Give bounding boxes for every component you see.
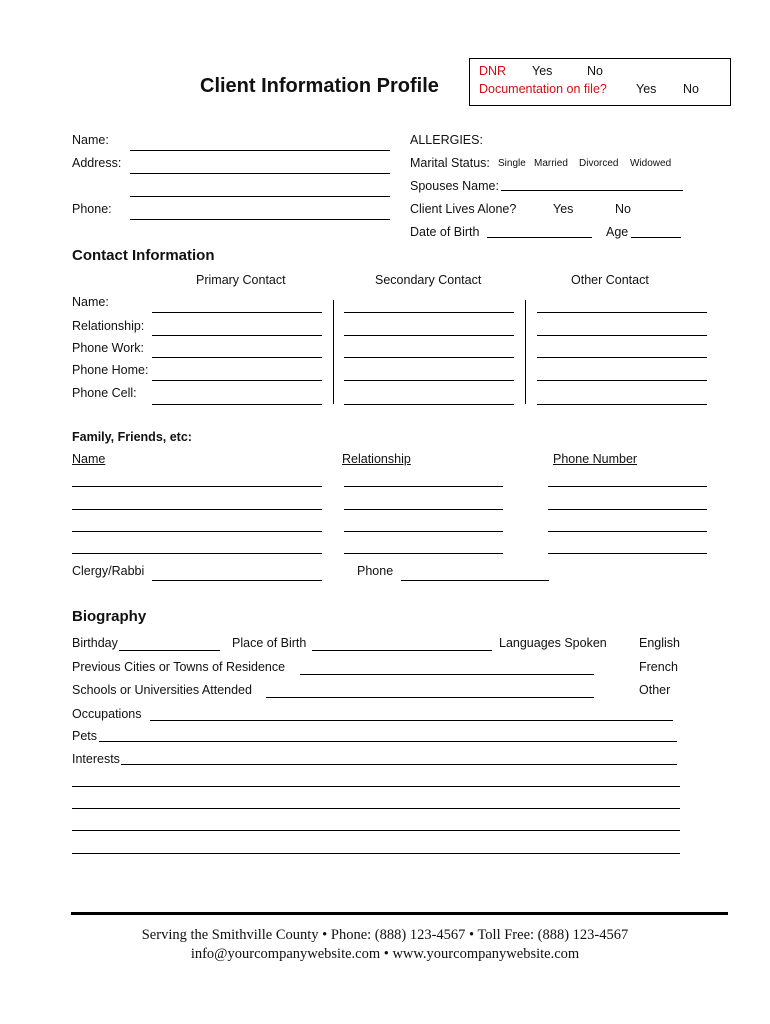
spouses-name-label: Spouses Name: (410, 179, 499, 193)
occupations-field[interactable] (150, 720, 673, 721)
client-address-field-2[interactable] (130, 196, 390, 197)
lang-option-english[interactable]: English (639, 636, 680, 650)
family-heading: Family, Friends, etc: (72, 430, 192, 444)
secondary-phone-home-field[interactable] (344, 380, 514, 381)
languages-label: Languages Spoken (499, 636, 607, 650)
place-of-birth-label: Place of Birth (232, 636, 307, 650)
secondary-name-field[interactable] (344, 312, 514, 313)
lives-alone-label: Client Lives Alone? (410, 202, 517, 216)
contact-row-phone-home: Phone Home: (72, 363, 149, 377)
other-contact-header: Other Contact (571, 273, 649, 287)
pets-label: Pets (72, 729, 98, 743)
interests-extra-line[interactable] (72, 786, 680, 787)
secondary-contact-header: Secondary Contact (375, 273, 482, 287)
family-name-header: Name (72, 452, 106, 466)
schools-label: Schools or Universities Attended (72, 683, 252, 697)
lives-alone-yes-option[interactable]: Yes (553, 202, 574, 216)
documentation-label: Documentation on file? (479, 82, 607, 96)
marital-status-label: Marital Status: (410, 156, 490, 170)
other-phone-home-field[interactable] (537, 380, 707, 381)
lang-option-french[interactable]: French (639, 660, 678, 674)
clergy-phone-field[interactable] (401, 580, 549, 581)
contact-divider-2 (525, 300, 526, 404)
contact-info-heading: Contact Information (72, 247, 215, 264)
family-name-field[interactable] (72, 531, 322, 532)
client-phone-label: Phone: (72, 202, 112, 216)
family-name-field[interactable] (72, 553, 322, 554)
spouses-name-field[interactable] (501, 190, 683, 191)
other-phone-work-field[interactable] (537, 357, 707, 358)
dob-field[interactable] (487, 237, 592, 238)
family-phone-header: Phone Number (553, 452, 638, 466)
documentation-no-option[interactable]: No (683, 82, 699, 96)
family-name-field[interactable] (72, 486, 322, 487)
documentation-yes-option[interactable]: Yes (636, 82, 657, 96)
dob-label: Date of Birth (410, 225, 480, 239)
primary-phone-home-field[interactable] (152, 380, 322, 381)
occupations-label: Occupations (72, 707, 142, 721)
clergy-label: Clergy/Rabbi (72, 564, 145, 578)
secondary-phone-work-field[interactable] (344, 357, 514, 358)
contact-row-relationship: Relationship: (72, 319, 145, 333)
family-phone-field[interactable] (548, 553, 707, 554)
birthday-field[interactable] (119, 650, 220, 651)
interests-label: Interests (72, 752, 120, 766)
dnr-no-option[interactable]: No (587, 64, 603, 78)
interests-extra-line[interactable] (72, 808, 680, 809)
family-relationship-field[interactable] (344, 486, 503, 487)
interests-extra-line[interactable] (72, 853, 680, 854)
marital-option-single[interactable]: Single (498, 158, 526, 169)
primary-phone-cell-field[interactable] (152, 404, 322, 405)
primary-contact-header: Primary Contact (196, 273, 286, 287)
lives-alone-no-option[interactable]: No (615, 202, 631, 216)
contact-divider-1 (333, 300, 334, 404)
dnr-label: DNR (479, 64, 507, 78)
page-title: Client Information Profile (200, 75, 439, 97)
prev-cities-field[interactable] (300, 674, 594, 675)
interests-extra-line[interactable] (72, 830, 680, 831)
marital-option-divorced[interactable]: Divorced (579, 158, 619, 169)
prev-cities-label: Previous Cities or Towns of Residence (72, 660, 286, 674)
age-label: Age (606, 225, 629, 239)
lang-option-other[interactable]: Other (639, 683, 671, 697)
clergy-field[interactable] (152, 580, 322, 581)
age-field[interactable] (631, 237, 681, 238)
other-name-field[interactable] (537, 312, 707, 313)
footer-rule (71, 912, 728, 915)
family-phone-field[interactable] (548, 509, 707, 510)
family-name-field[interactable] (72, 509, 322, 510)
family-phone-field[interactable] (548, 531, 707, 532)
primary-phone-work-field[interactable] (152, 357, 322, 358)
client-phone-field[interactable] (130, 219, 390, 220)
contact-row-phone-work: Phone Work: (72, 341, 145, 355)
marital-option-married[interactable]: Married (534, 158, 568, 169)
family-relationship-header: Relationship (342, 452, 411, 466)
client-address-field-1[interactable] (130, 173, 390, 174)
family-phone-field[interactable] (548, 486, 707, 487)
dnr-yes-option[interactable]: Yes (532, 64, 553, 78)
pets-field[interactable] (99, 741, 677, 742)
footer-contact-line: Serving the Smithville County • Phone: (888) 123-4567 • Toll Free: (888) 123-4567 (141, 927, 629, 943)
secondary-relationship-field[interactable] (344, 335, 514, 336)
marital-option-widowed[interactable]: Widowed (630, 158, 672, 169)
other-relationship-field[interactable] (537, 335, 707, 336)
client-name-label: Name: (72, 133, 109, 147)
contact-row-name: Name: (72, 295, 109, 309)
place-of-birth-field[interactable] (312, 650, 492, 651)
clergy-phone-label: Phone (357, 564, 394, 578)
secondary-phone-cell-field[interactable] (344, 404, 514, 405)
primary-name-field[interactable] (152, 312, 322, 313)
contact-row-phone-cell: Phone Cell: (72, 386, 137, 400)
client-address-label: Address: (72, 156, 122, 170)
family-relationship-field[interactable] (344, 509, 503, 510)
client-name-field[interactable] (130, 150, 390, 151)
primary-relationship-field[interactable] (152, 335, 322, 336)
family-relationship-field[interactable] (344, 531, 503, 532)
biography-heading: Biography (72, 608, 147, 625)
interests-field[interactable] (121, 764, 677, 765)
birthday-label: Birthday (72, 636, 118, 650)
allergies-label: ALLERGIES: (410, 133, 483, 147)
schools-field[interactable] (266, 697, 594, 698)
other-phone-cell-field[interactable] (537, 404, 707, 405)
footer-web-line: info@yourcompanywebsite.com • www.yourcompanywebsite.com (190, 946, 580, 962)
family-relationship-field[interactable] (344, 553, 503, 554)
